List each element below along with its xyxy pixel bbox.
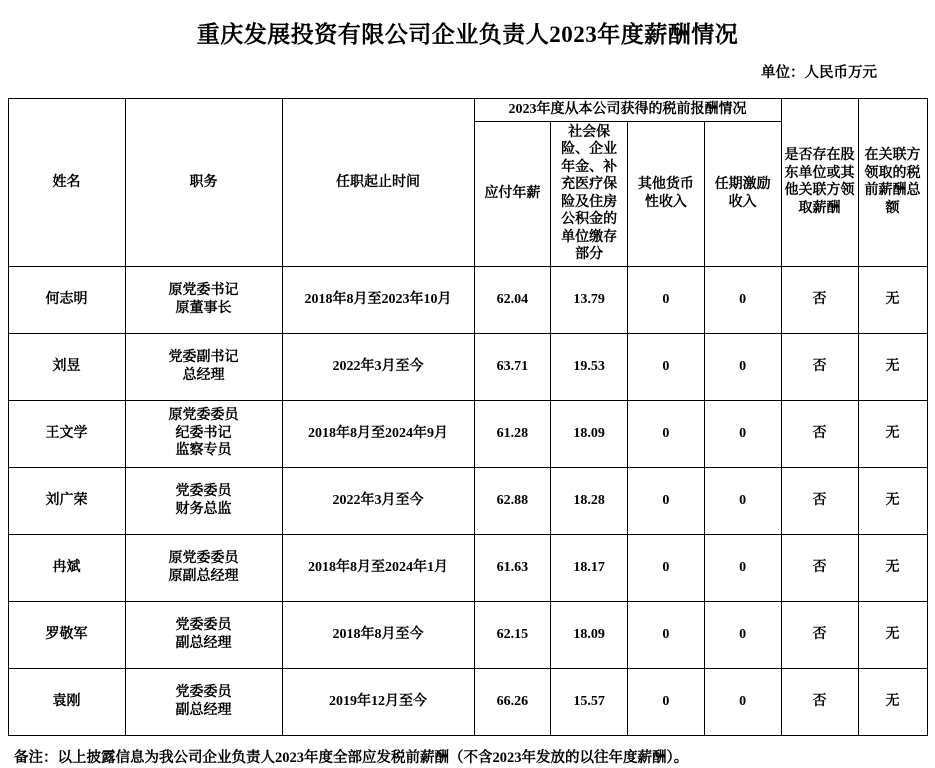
column-header-annual-salary: 应付年薪 <box>474 121 551 266</box>
cell-name: 冉斌 <box>8 534 125 601</box>
cell-shareholder: 否 <box>781 333 858 400</box>
cell-other-income: 0 <box>628 601 705 668</box>
cell-name: 袁刚 <box>8 668 125 735</box>
cell-name: 刘广荣 <box>8 467 125 534</box>
column-header-other-income: 其他货币性收入 <box>628 121 705 266</box>
unit-note: 单位：人民币万元 <box>761 65 877 81</box>
table-row <box>8 534 927 601</box>
cell-related-total: 无 <box>858 668 927 735</box>
post-line: 党委委员 <box>175 685 232 700</box>
cell-incentive: 0 <box>704 467 781 534</box>
cell-other-income: 0 <box>628 400 705 467</box>
column-header-post: 职务 <box>125 99 282 267</box>
column-header-insurance: 社会保险、企业年金、补充医疗保险及住房公积金的单位缴存部分 <box>551 121 628 266</box>
column-header-term: 任职起止时间 <box>282 99 474 267</box>
cell-shareholder: 否 <box>781 534 858 601</box>
cell-incentive: 0 <box>704 534 781 601</box>
cell-incentive: 0 <box>704 333 781 400</box>
cell-term: 2018年8月至2023年10月 <box>282 266 474 333</box>
cell-shareholder: 否 <box>781 601 858 668</box>
cell-related-total: 无 <box>858 333 927 400</box>
cell-post <box>125 266 282 333</box>
cell-annual-salary: 62.04 <box>474 266 551 333</box>
cell-term: 2019年12月至今 <box>282 668 474 735</box>
cell-shareholder: 否 <box>781 668 858 735</box>
post-line: 监察专员 <box>175 443 232 459</box>
post-line: 原党委书记 <box>168 283 239 298</box>
cell-name: 王文学 <box>8 400 125 467</box>
table-row <box>8 333 927 400</box>
post-line: 总经理 <box>182 367 225 383</box>
cell-other-income: 0 <box>628 333 705 400</box>
post-line: 党委委员 <box>175 618 232 633</box>
page-title: 重庆发展投资有限公司企业负责人2023年度薪酬情况 <box>196 22 739 47</box>
cell-name: 罗敬军 <box>8 601 125 668</box>
cell-related-total: 无 <box>858 601 927 668</box>
cell-insurance: 15.57 <box>551 668 628 735</box>
column-header-pretax-group: 2023年度从本公司获得的税前报酬情况 <box>474 99 781 122</box>
cell-term: 2018年8月至今 <box>282 601 474 668</box>
cell-insurance: 13.79 <box>551 266 628 333</box>
post-line: 党委委员 <box>175 484 232 499</box>
salary-table <box>8 98 928 736</box>
cell-term: 2022年3月至今 <box>282 467 474 534</box>
cell-incentive: 0 <box>704 400 781 467</box>
cell-post <box>125 668 282 735</box>
cell-incentive: 0 <box>704 668 781 735</box>
cell-other-income: 0 <box>628 467 705 534</box>
cell-annual-salary: 61.28 <box>474 400 551 467</box>
cell-annual-salary: 66.26 <box>474 668 551 735</box>
cell-annual-salary: 62.15 <box>474 601 551 668</box>
cell-shareholder: 否 <box>781 266 858 333</box>
cell-post <box>125 467 282 534</box>
cell-annual-salary: 62.88 <box>474 467 551 534</box>
cell-related-total: 无 <box>858 266 927 333</box>
post-line: 财务总监 <box>175 501 232 517</box>
cell-term: 2018年8月至2024年9月 <box>282 400 474 467</box>
cell-other-income: 0 <box>628 266 705 333</box>
cell-insurance: 19.53 <box>551 333 628 400</box>
cell-related-total: 无 <box>858 534 927 601</box>
cell-post <box>125 333 282 400</box>
post-line: 原董事长 <box>175 300 232 316</box>
cell-post <box>125 601 282 668</box>
column-header-incentive: 任期激励收入 <box>704 121 781 266</box>
cell-incentive: 0 <box>704 266 781 333</box>
cell-incentive: 0 <box>704 601 781 668</box>
post-line: 党委副书记 <box>168 350 239 365</box>
cell-insurance: 18.09 <box>551 400 628 467</box>
cell-annual-salary: 61.63 <box>474 534 551 601</box>
cell-name: 何志明 <box>8 266 125 333</box>
cell-term: 2022年3月至今 <box>282 333 474 400</box>
cell-shareholder: 否 <box>781 400 858 467</box>
post-line: 原党委委员 <box>168 551 239 566</box>
cell-name: 刘昱 <box>8 333 125 400</box>
table-row <box>8 467 927 534</box>
cell-related-total: 无 <box>858 400 927 467</box>
cell-shareholder: 否 <box>781 467 858 534</box>
cell-related-total: 无 <box>858 467 927 534</box>
cell-other-income: 0 <box>628 668 705 735</box>
post-line: 副总经理 <box>175 635 232 651</box>
post-line: 原副总经理 <box>168 568 239 584</box>
column-header-name: 姓名 <box>8 99 125 267</box>
cell-insurance: 18.09 <box>551 601 628 668</box>
post-line: 纪委书记 <box>175 425 232 441</box>
cell-insurance: 18.28 <box>551 467 628 534</box>
table-body <box>8 266 927 735</box>
cell-term: 2018年8月至2024年1月 <box>282 534 474 601</box>
post-line: 副总经理 <box>175 702 232 718</box>
cell-other-income: 0 <box>628 534 705 601</box>
column-header-related-total: 在关联方领取的税前薪酬总额 <box>858 99 927 267</box>
table-header <box>8 99 927 267</box>
post-line: 原党委委员 <box>168 408 239 424</box>
cell-annual-salary: 63.71 <box>474 333 551 400</box>
cell-post <box>125 400 282 467</box>
table-row <box>8 668 927 735</box>
table-row <box>8 601 927 668</box>
cell-post <box>125 534 282 601</box>
column-header-shareholder: 是否存在股东单位或其他关联方领取薪酬 <box>781 99 858 267</box>
table-row <box>8 400 927 467</box>
table-row <box>8 266 927 333</box>
footnote: 备注：以上披露信息为我公司企业负责人2023年度全部应发税前薪酬（不含2023年发放的以往年度薪酬）。 <box>14 749 689 766</box>
header-row-1 <box>8 99 927 122</box>
cell-insurance: 18.17 <box>551 534 628 601</box>
